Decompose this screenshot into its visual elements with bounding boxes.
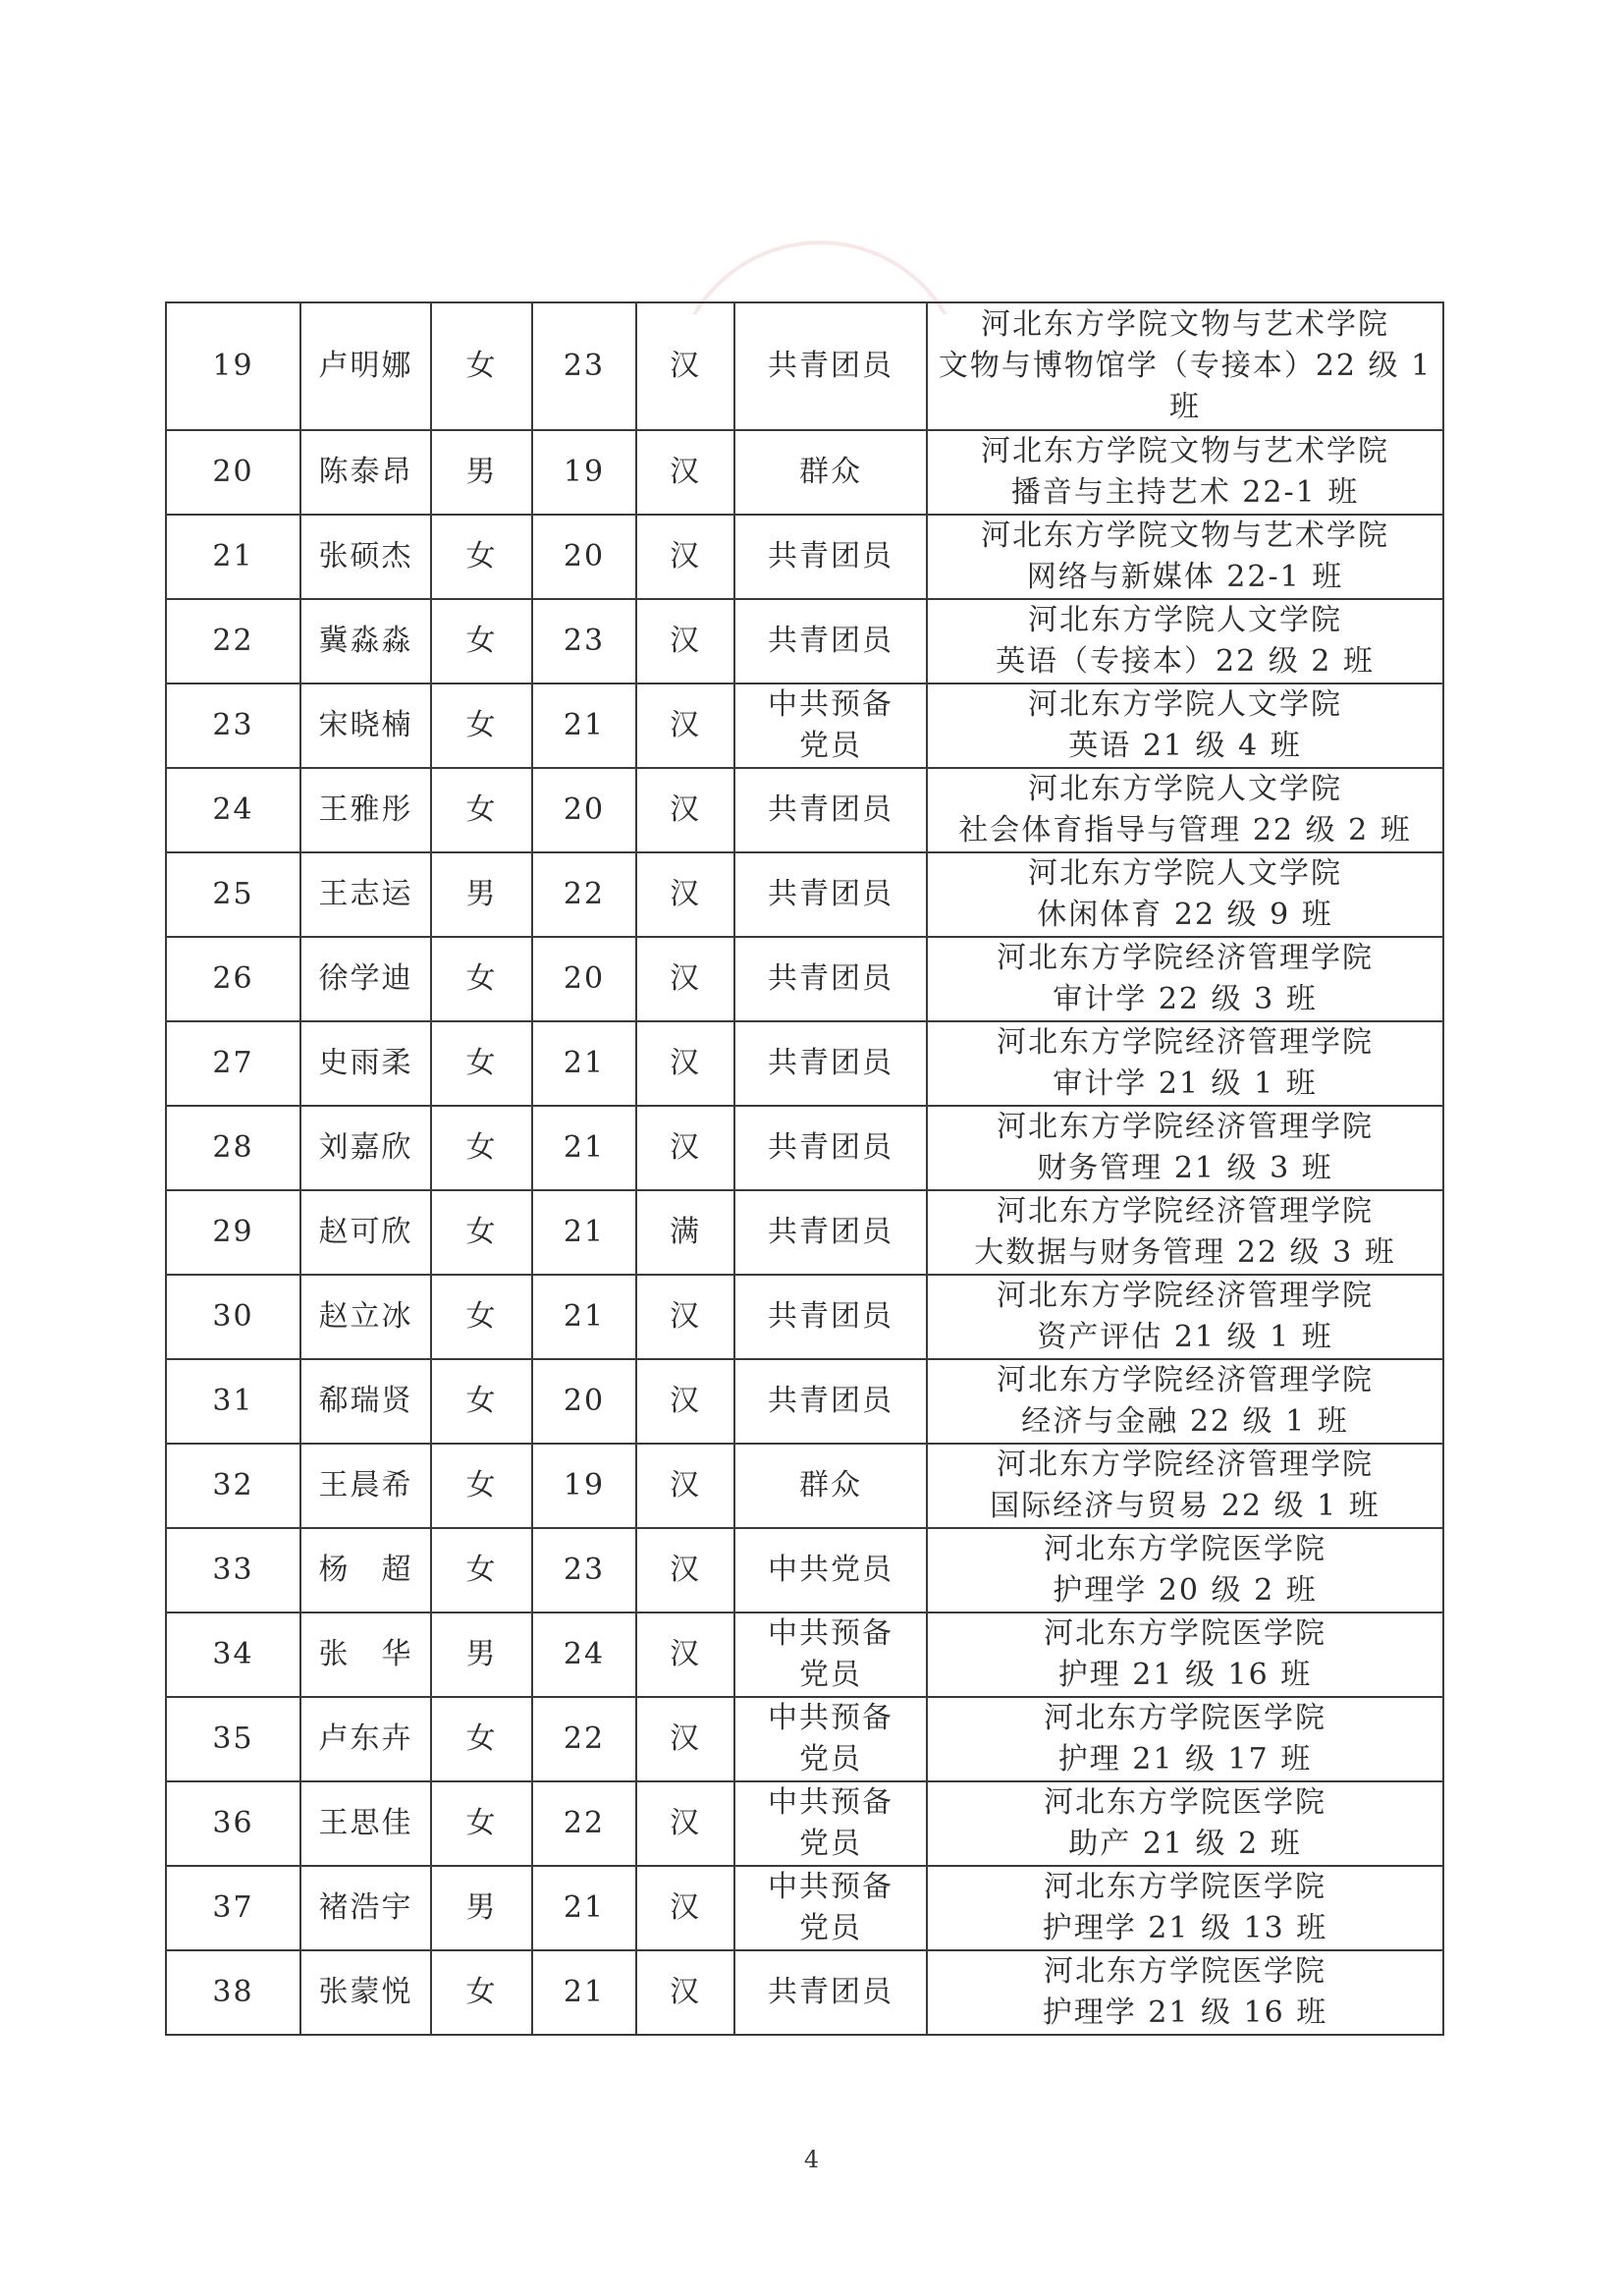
school-class-line: 社会体育指导与管理 22 级 2 班 bbox=[958, 813, 1412, 847]
row-number-cell: 38 bbox=[166, 1950, 300, 2035]
gender-cell: 女 bbox=[431, 1950, 532, 2035]
gender-cell: 女 bbox=[431, 1781, 532, 1866]
student-roster-table bbox=[165, 301, 1444, 2036]
school-class-cell bbox=[927, 1613, 1443, 1697]
political-status-cell: 群众 bbox=[734, 430, 927, 515]
school-class-line: 河北东方学院医学院 bbox=[1044, 1785, 1326, 1820]
school-class-line: 河北东方学院人文学院 bbox=[1028, 687, 1342, 722]
school-class-line: 财务管理 21 级 3 班 bbox=[1037, 1151, 1333, 1185]
school-class-line: 经济与金融 22 级 1 班 bbox=[1021, 1404, 1349, 1439]
school-class-cell bbox=[927, 1528, 1443, 1613]
school-class-cell bbox=[927, 1021, 1443, 1106]
gender-cell: 女 bbox=[431, 1021, 532, 1106]
ethnicity-cell: 汉 bbox=[636, 1444, 734, 1528]
ethnicity-cell: 汉 bbox=[636, 1697, 734, 1781]
table-row bbox=[166, 937, 1443, 1021]
school-class-cell bbox=[927, 1444, 1443, 1528]
age-cell: 19 bbox=[532, 430, 636, 515]
school-class-line: 文物与博物馆学（专接本）22 级 1 bbox=[938, 349, 1433, 383]
political-status-cell: 中共党员 bbox=[734, 1528, 927, 1613]
table-row bbox=[166, 1866, 1443, 1950]
table-row bbox=[166, 430, 1443, 515]
student-name-cell: 褚浩宇 bbox=[300, 1866, 431, 1950]
age-cell: 24 bbox=[532, 1613, 636, 1697]
school-class-line: 网络与新媒体 22-1 班 bbox=[1026, 560, 1344, 594]
gender-cell: 女 bbox=[431, 1359, 532, 1444]
school-class-cell bbox=[927, 1781, 1443, 1866]
school-class-cell bbox=[927, 683, 1443, 768]
school-class-line: 河北东方学院经济管理学院 bbox=[997, 1448, 1374, 1482]
row-number-cell: 37 bbox=[166, 1866, 300, 1950]
school-class-line: 护理 21 级 17 班 bbox=[1057, 1742, 1313, 1777]
row-number-cell: 21 bbox=[166, 515, 300, 599]
table-row bbox=[166, 515, 1443, 599]
table-row bbox=[166, 768, 1443, 852]
political-status-cell: 共青团员 bbox=[734, 515, 927, 599]
age-cell: 20 bbox=[532, 1359, 636, 1444]
row-number-cell: 20 bbox=[166, 430, 300, 515]
school-class-line: 河北东方学院经济管理学院 bbox=[997, 941, 1374, 975]
student-name-cell: 卢东卉 bbox=[300, 1697, 431, 1781]
row-number-cell: 32 bbox=[166, 1444, 300, 1528]
political-status-cell: 共青团员 bbox=[734, 1190, 927, 1275]
age-cell: 22 bbox=[532, 1781, 636, 1866]
row-number-cell: 34 bbox=[166, 1613, 300, 1697]
political-status-cell: 共青团员 bbox=[734, 1359, 927, 1444]
gender-cell: 男 bbox=[431, 1613, 532, 1697]
political-status-cell: 中共预备 党员 bbox=[734, 1866, 927, 1950]
student-name-cell: 张蒙悦 bbox=[300, 1950, 431, 2035]
school-class-cell bbox=[927, 852, 1443, 937]
political-status-cell: 中共预备 党员 bbox=[734, 1781, 927, 1866]
school-class-line: 国际经济与贸易 22 级 1 班 bbox=[990, 1489, 1380, 1523]
gender-cell: 女 bbox=[431, 1106, 532, 1190]
school-class-line: 河北东方学院医学院 bbox=[1044, 1870, 1326, 1904]
age-cell: 21 bbox=[532, 1021, 636, 1106]
school-class-cell bbox=[927, 1359, 1443, 1444]
student-name-cell: 冀淼淼 bbox=[300, 599, 431, 683]
school-class-cell bbox=[927, 302, 1443, 430]
age-cell: 20 bbox=[532, 937, 636, 1021]
gender-cell: 女 bbox=[431, 937, 532, 1021]
political-status-cell: 共青团员 bbox=[734, 937, 927, 1021]
table-row bbox=[166, 1950, 1443, 2035]
table-row bbox=[166, 599, 1443, 683]
ethnicity-cell: 汉 bbox=[636, 1275, 734, 1359]
school-class-line: 河北东方学院经济管理学院 bbox=[997, 1110, 1374, 1144]
age-cell: 21 bbox=[532, 1190, 636, 1275]
school-class-cell bbox=[927, 430, 1443, 515]
gender-cell: 女 bbox=[431, 1444, 532, 1528]
age-cell: 20 bbox=[532, 768, 636, 852]
school-class-cell bbox=[927, 1275, 1443, 1359]
school-class-line: 护理学 21 级 16 班 bbox=[1042, 1995, 1328, 2030]
political-status-cell: 共青团员 bbox=[734, 852, 927, 937]
student-name-cell: 赵可欣 bbox=[300, 1190, 431, 1275]
row-number-cell: 26 bbox=[166, 937, 300, 1021]
school-class-line: 班 bbox=[1169, 390, 1201, 424]
ethnicity-cell: 汉 bbox=[636, 852, 734, 937]
ethnicity-cell: 汉 bbox=[636, 1528, 734, 1613]
political-status-cell: 中共预备 党员 bbox=[734, 1697, 927, 1781]
row-number-cell: 24 bbox=[166, 768, 300, 852]
student-name-cell: 张 华 bbox=[300, 1613, 431, 1697]
school-class-line: 河北东方学院经济管理学院 bbox=[997, 1025, 1374, 1060]
political-status-cell: 共青团员 bbox=[734, 1950, 927, 2035]
political-status-cell: 共青团员 bbox=[734, 1275, 927, 1359]
row-number-cell: 23 bbox=[166, 683, 300, 768]
school-class-line: 大数据与财务管理 22 级 3 班 bbox=[974, 1235, 1396, 1270]
school-class-cell bbox=[927, 1866, 1443, 1950]
school-class-cell bbox=[927, 1697, 1443, 1781]
ethnicity-cell: 满 bbox=[636, 1190, 734, 1275]
political-status-cell: 群众 bbox=[734, 1444, 927, 1528]
table-row bbox=[166, 852, 1443, 937]
political-status-cell: 共青团员 bbox=[734, 1106, 927, 1190]
school-class-line: 河北东方学院经济管理学院 bbox=[997, 1363, 1374, 1397]
student-name-cell: 王志运 bbox=[300, 852, 431, 937]
table-row bbox=[166, 1190, 1443, 1275]
age-cell: 23 bbox=[532, 302, 636, 430]
gender-cell: 男 bbox=[431, 430, 532, 515]
table-row bbox=[166, 1528, 1443, 1613]
school-class-line: 英语 21 级 4 班 bbox=[1068, 729, 1302, 763]
student-name-cell: 史雨柔 bbox=[300, 1021, 431, 1106]
school-class-cell bbox=[927, 768, 1443, 852]
school-class-line: 河北东方学院医学院 bbox=[1044, 1616, 1326, 1651]
student-name-cell: 张硕杰 bbox=[300, 515, 431, 599]
student-name-cell: 王思佳 bbox=[300, 1781, 431, 1866]
age-cell: 21 bbox=[532, 1950, 636, 2035]
school-class-cell bbox=[927, 1106, 1443, 1190]
school-class-cell bbox=[927, 515, 1443, 599]
student-name-cell: 陈泰昂 bbox=[300, 430, 431, 515]
row-number-cell: 19 bbox=[166, 302, 300, 430]
political-status-cell: 共青团员 bbox=[734, 302, 927, 430]
student-name-cell: 徐学迪 bbox=[300, 937, 431, 1021]
age-cell: 22 bbox=[532, 852, 636, 937]
row-number-cell: 35 bbox=[166, 1697, 300, 1781]
table-row bbox=[166, 683, 1443, 768]
school-class-line: 河北东方学院医学院 bbox=[1044, 1701, 1326, 1735]
school-class-line: 审计学 21 级 1 班 bbox=[1053, 1066, 1318, 1101]
table-row bbox=[166, 1697, 1443, 1781]
ethnicity-cell: 汉 bbox=[636, 1106, 734, 1190]
row-number-cell: 25 bbox=[166, 852, 300, 937]
school-class-line: 播音与主持艺术 22-1 班 bbox=[1010, 475, 1360, 510]
political-status-cell: 共青团员 bbox=[734, 1021, 927, 1106]
ethnicity-cell: 汉 bbox=[636, 1021, 734, 1106]
school-class-line: 护理学 21 级 13 班 bbox=[1042, 1911, 1328, 1945]
gender-cell: 女 bbox=[431, 515, 532, 599]
student-name-cell: 王雅彤 bbox=[300, 768, 431, 852]
ethnicity-cell: 汉 bbox=[636, 1781, 734, 1866]
table-row bbox=[166, 1275, 1443, 1359]
roster-body bbox=[166, 302, 1443, 2035]
gender-cell: 女 bbox=[431, 599, 532, 683]
table-row bbox=[166, 1613, 1443, 1697]
table-row bbox=[166, 302, 1443, 430]
school-class-line: 护理 21 级 16 班 bbox=[1057, 1658, 1313, 1692]
student-name-cell: 杨 超 bbox=[300, 1528, 431, 1613]
age-cell: 23 bbox=[532, 599, 636, 683]
school-class-cell bbox=[927, 1950, 1443, 2035]
school-class-line: 河北东方学院文物与艺术学院 bbox=[981, 307, 1389, 342]
school-class-line: 河北东方学院医学院 bbox=[1044, 1954, 1326, 1989]
gender-cell: 女 bbox=[431, 768, 532, 852]
age-cell: 21 bbox=[532, 1106, 636, 1190]
school-class-cell bbox=[927, 937, 1443, 1021]
page-number: 4 bbox=[803, 2146, 820, 2173]
student-name-cell: 宋晓楠 bbox=[300, 683, 431, 768]
gender-cell: 女 bbox=[431, 1528, 532, 1613]
row-number-cell: 29 bbox=[166, 1190, 300, 1275]
age-cell: 20 bbox=[532, 515, 636, 599]
age-cell: 21 bbox=[532, 1275, 636, 1359]
ethnicity-cell: 汉 bbox=[636, 430, 734, 515]
row-number-cell: 27 bbox=[166, 1021, 300, 1106]
ethnicity-cell: 汉 bbox=[636, 1359, 734, 1444]
ethnicity-cell: 汉 bbox=[636, 599, 734, 683]
ethnicity-cell: 汉 bbox=[636, 937, 734, 1021]
school-class-line: 河北东方学院人文学院 bbox=[1028, 856, 1342, 891]
gender-cell: 女 bbox=[431, 302, 532, 430]
school-class-line: 河北东方学院文物与艺术学院 bbox=[981, 519, 1389, 553]
table-row bbox=[166, 1021, 1443, 1106]
row-number-cell: 30 bbox=[166, 1275, 300, 1359]
student-name-cell: 刘嘉欣 bbox=[300, 1106, 431, 1190]
political-status-cell: 中共预备 党员 bbox=[734, 683, 927, 768]
student-name-cell: 郗瑞贤 bbox=[300, 1359, 431, 1444]
age-cell: 21 bbox=[532, 683, 636, 768]
student-name-cell: 王晨希 bbox=[300, 1444, 431, 1528]
ethnicity-cell: 汉 bbox=[636, 768, 734, 852]
table-row bbox=[166, 1359, 1443, 1444]
age-cell: 19 bbox=[532, 1444, 636, 1528]
political-status-cell: 中共预备 党员 bbox=[734, 1613, 927, 1697]
row-number-cell: 33 bbox=[166, 1528, 300, 1613]
student-name-cell: 赵立冰 bbox=[300, 1275, 431, 1359]
age-cell: 23 bbox=[532, 1528, 636, 1613]
school-class-line: 资产评估 21 级 1 班 bbox=[1037, 1320, 1333, 1354]
school-class-line: 审计学 22 级 3 班 bbox=[1053, 982, 1318, 1016]
ethnicity-cell: 汉 bbox=[636, 302, 734, 430]
school-class-line: 休闲体育 22 级 9 班 bbox=[1037, 898, 1333, 932]
ethnicity-cell: 汉 bbox=[636, 683, 734, 768]
school-class-line: 护理学 20 级 2 班 bbox=[1053, 1573, 1318, 1608]
school-class-line: 河北东方学院文物与艺术学院 bbox=[981, 434, 1389, 468]
row-number-cell: 31 bbox=[166, 1359, 300, 1444]
political-status-cell: 共青团员 bbox=[734, 599, 927, 683]
school-class-line: 河北东方学院医学院 bbox=[1044, 1532, 1326, 1566]
school-class-cell bbox=[927, 599, 1443, 683]
school-class-line: 英语（专接本）22 级 2 班 bbox=[996, 644, 1375, 679]
row-number-cell: 22 bbox=[166, 599, 300, 683]
school-class-line: 河北东方学院经济管理学院 bbox=[997, 1279, 1374, 1313]
table-row bbox=[166, 1781, 1443, 1866]
gender-cell: 女 bbox=[431, 1275, 532, 1359]
ethnicity-cell: 汉 bbox=[636, 515, 734, 599]
student-name-cell: 卢明娜 bbox=[300, 302, 431, 430]
ethnicity-cell: 汉 bbox=[636, 1866, 734, 1950]
row-number-cell: 28 bbox=[166, 1106, 300, 1190]
political-status-cell: 共青团员 bbox=[734, 768, 927, 852]
school-class-line: 河北东方学院人文学院 bbox=[1028, 772, 1342, 806]
ethnicity-cell: 汉 bbox=[636, 1950, 734, 2035]
school-class-line: 河北东方学院经济管理学院 bbox=[997, 1194, 1374, 1229]
age-cell: 22 bbox=[532, 1697, 636, 1781]
row-number-cell: 36 bbox=[166, 1781, 300, 1866]
gender-cell: 男 bbox=[431, 1866, 532, 1950]
ethnicity-cell: 汉 bbox=[636, 1613, 734, 1697]
gender-cell: 女 bbox=[431, 683, 532, 768]
table-row bbox=[166, 1444, 1443, 1528]
age-cell: 21 bbox=[532, 1866, 636, 1950]
school-class-line: 助产 21 级 2 班 bbox=[1068, 1827, 1302, 1861]
gender-cell: 男 bbox=[431, 852, 532, 937]
table-row bbox=[166, 1106, 1443, 1190]
school-class-cell bbox=[927, 1190, 1443, 1275]
gender-cell: 女 bbox=[431, 1697, 532, 1781]
gender-cell: 女 bbox=[431, 1190, 532, 1275]
school-class-line: 河北东方学院人文学院 bbox=[1028, 603, 1342, 637]
